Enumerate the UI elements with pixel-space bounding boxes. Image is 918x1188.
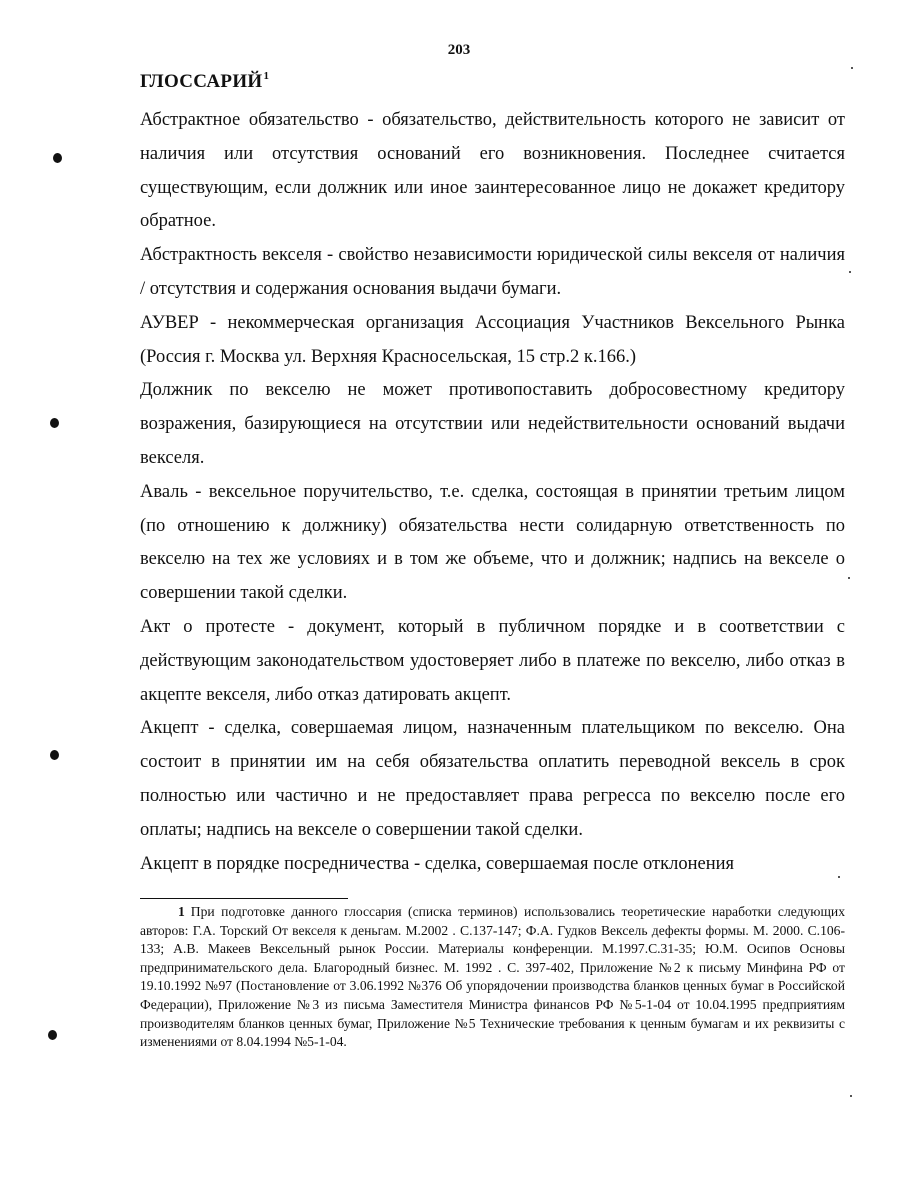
glossary-entry-acceptance-intervention: Акцепт в порядке посредничества - сделка, совершаемая после отклонения <box>140 853 735 874</box>
scan-speck <box>851 67 853 69</box>
glossary-entry-debtor-objections: Должник по векселю не может противопоставить добросовестному кредитору возражения, базирующиеся на отсутствии или недействительности оснований выдачи векселя. <box>140 380 845 468</box>
glossary-entry-abstractness-of-bill: Абстрактность векселя - свойство независимости юридической силы векселя от наличия / отсутствия и содержания основания выдачи бумаги. <box>140 245 845 299</box>
glossary-entry-auver: АУВЕР - некоммерческая организация Ассоциация Участников Вексельного Рынка (Россия г. Москва ул. Верхняя Красносельская, 15 стр.2 к.166.) <box>140 312 845 367</box>
title-text: ГЛОССАРИЙ <box>140 71 263 92</box>
glossary-body <box>140 104 845 881</box>
punch-hole-mark <box>48 1030 57 1040</box>
glossary-entry-protest-act: Акт о протесте - документ, который в публичном порядке и в соответствии с действующим законодательством удостоверяет либо в платеже по векселю, либо отказ в акцепте векселя, либо отказ датировать акцепт. <box>140 616 845 705</box>
glossary-entry-acceptance: Акцепт - сделка, совершаемая лицом, назначенным плательщиком по векселю. Она состоит в принятии им на себя обязательства оплатить переводной вексель в срок полностью или частично и не предоставляет права регресса по векселю после его оплаты; надпись на векселе о совершении такой сделки. <box>140 718 845 840</box>
glossary-entry-aval: Аваль - вексельное поручительство, т.е. сделка, состоящая в принятии третьим лицом (по отношению к должнику) обязательства нести солидарную ответственность по векселю на тех же условиях и в том же объеме, что и должник; надпись на векселе о совершении такой сделки. <box>140 481 845 604</box>
page-number: 203 <box>447 42 471 58</box>
punch-hole-mark <box>50 418 59 428</box>
title-footnote-mark: 1 <box>263 70 270 82</box>
footnote <box>140 903 845 1052</box>
scan-speck <box>849 271 851 273</box>
page-title <box>140 70 269 93</box>
scan-speck <box>848 577 850 579</box>
scan-speck <box>838 876 840 878</box>
footnote-separator <box>140 898 348 899</box>
punch-hole-mark <box>50 750 59 760</box>
footnote-mark: 1 <box>178 904 185 919</box>
glossary-entry-abstract-obligation: Абстрактное обязательство - обязательство, действительность которого не зависит от наличия или отсутствия оснований его возникновения. Последнее считается существующим, если должник или иное заинтересованное лицо не докажет кредитору обратное. <box>140 110 845 232</box>
footnote-text: При подготовке данного глоссария (списка терминов) использовались теоретические наработки следующих авторов: Г.А. Торский От векселя к деньгам. М.2002 . С.137-147; Ф.А. Гудков Вексель дефекты формы. М. 2000. С.106-133; А.В. Макеев Вексельный рынок России. Материалы конференции. М.1997.С.31-35; Ю.М. Осипов Основы предпринимательского дела. Благородный бизнес. М. 1992 . С. 397-402, Приложение №2 к письму Минфина РФ от 19.10.1992 №97 (Постановление от 3.06.1992 №376 Об упорядочении производства бланков ценных бумаг в Российской Федерации), Приложение №3 из письма Заместителя Министра финансов РФ №5-1-04 от 10.04.1995 предприятиям производителям бланков ценных бумаг, Приложение №5 Технические требования к ценным бумагам и их реквизиты с изменениями от 8.04.1994 №5-1-04. <box>140 904 845 1050</box>
scan-speck <box>850 1095 852 1097</box>
punch-hole-mark <box>53 153 62 163</box>
